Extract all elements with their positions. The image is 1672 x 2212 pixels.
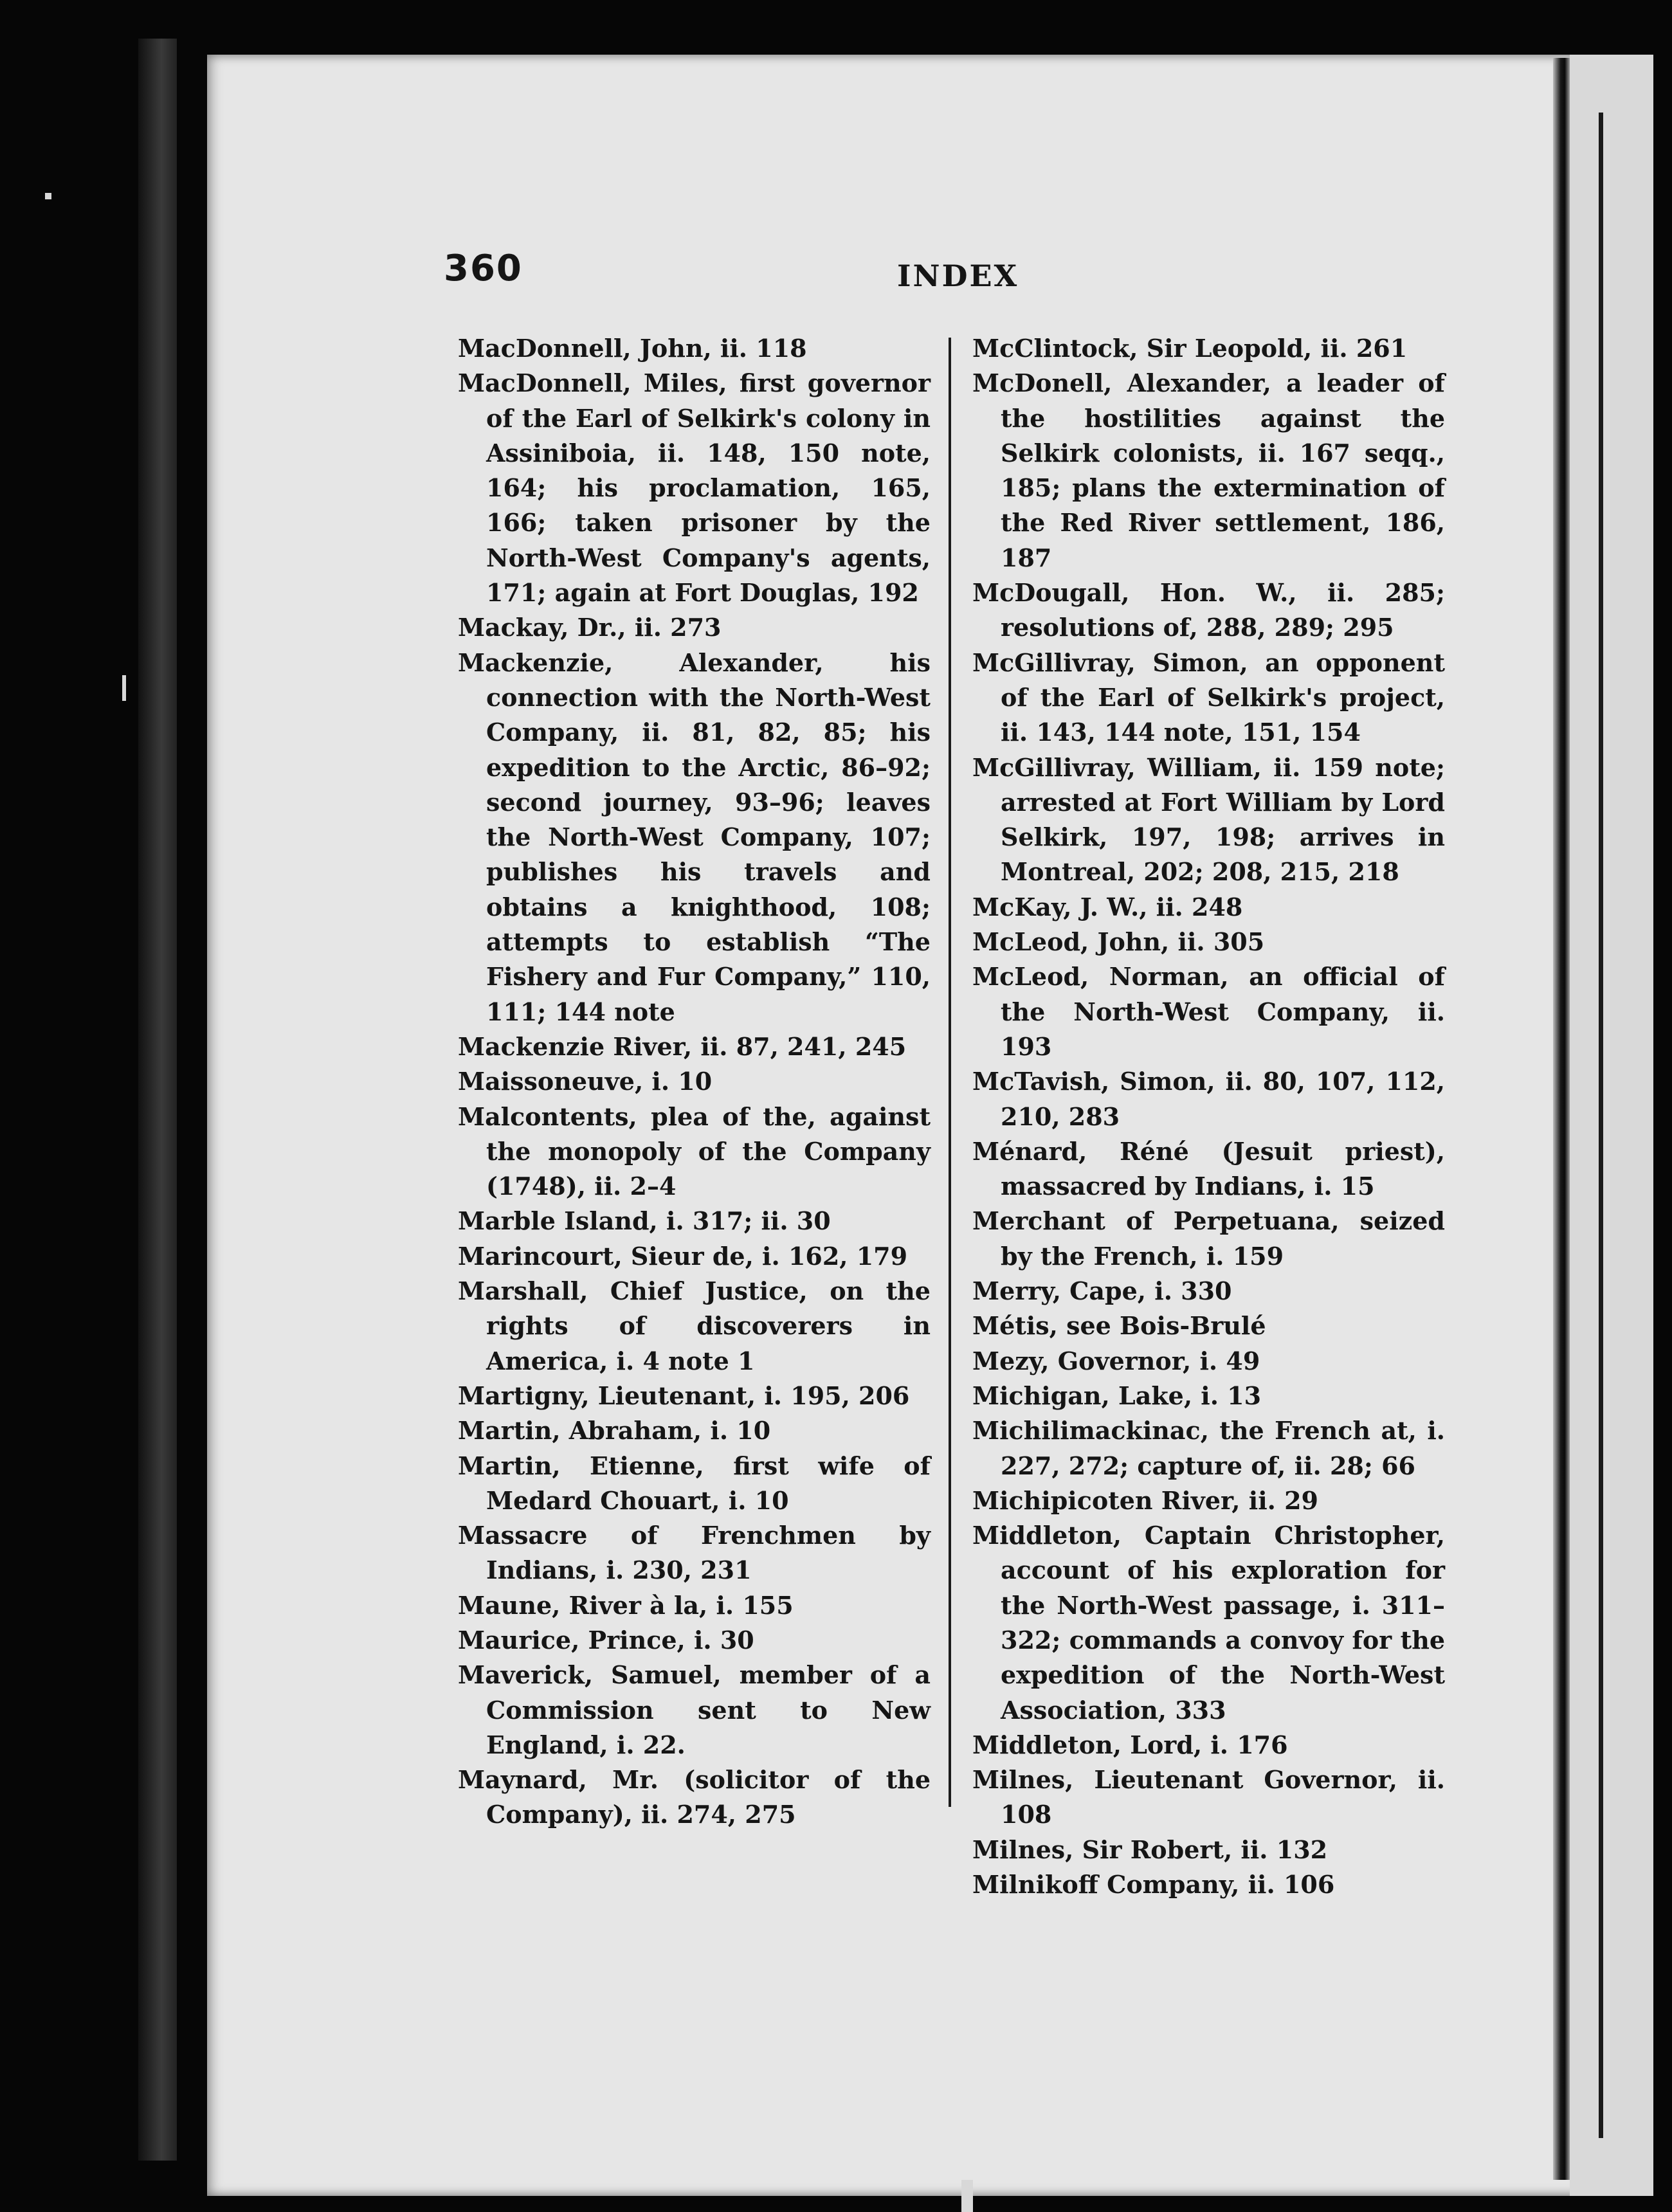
index-entry: Merry, Cape, i. 330 <box>972 1276 1232 1306</box>
index-entry: Milnes, Lieutenant Governor, ii. 108 <box>972 1765 1445 1829</box>
index-entry: Métis, see Bois-Brulé <box>972 1311 1266 1341</box>
scan-speck <box>122 675 126 701</box>
facing-page-rule <box>1599 113 1603 2138</box>
index-entry: McGillivray, Simon, an opponent of the Earl of Selkirk's project, ii. 143, 144 note, 151, 154 <box>972 648 1445 747</box>
index-entry: Mackenzie, Alexander, his connection with the North-West Company, ii. 81, 82, 85; his expedition to the Arctic, 86–92; second journey, 93–96; leaves the North-West Company, 107; publishes his travels and obtains a knighthood, 108; attempts to establish “The Fishery and Fur Company,” 110, 111; 144 note <box>458 648 931 1026</box>
index-entry: Middleton, Captain Christopher, account of his exploration for the North-West passage, i. 311–322; commands a convoy for the expedition of the North-West Association, 333 <box>972 1521 1445 1725</box>
index-entry: McDonell, Alexander, a leader of the hostilities against the Selkirk colonists, ii. 167 seqq., 185; plans the extermination of the Red River settlement, 186, 187 <box>972 368 1445 572</box>
index-entry: Milnikoff Company, ii. 106 <box>972 1870 1335 1899</box>
page-gutter <box>1553 58 1570 2180</box>
index-entry: Milnes, Sir Robert, ii. 132 <box>972 1835 1328 1864</box>
index-entry: Michigan, Lake, i. 13 <box>972 1381 1262 1410</box>
book-left-edge <box>138 39 177 2161</box>
index-entry: Martin, Etienne, first wife of Medard Chouart, i. 10 <box>458 1451 931 1515</box>
index-entry: Martin, Abraham, i. 10 <box>458 1416 771 1446</box>
index-entry: Marble Island, i. 317; ii. 30 <box>458 1206 831 1236</box>
index-entry: Marshall, Chief Justice, on the rights of discoverers in America, i. 4 note 1 <box>458 1276 931 1375</box>
index-entry: Marincourt, Sieur de, i. 162, 179 <box>458 1241 908 1271</box>
index-entry: Mackay, Dr., ii. 273 <box>458 613 722 642</box>
index-entry: Malcontents, plea of the, against the monopoly of the Company (1748), ii. 2–4 <box>458 1101 931 1201</box>
index-entry: Martigny, Lieutenant, i. 195, 206 <box>458 1381 910 1410</box>
index-entry: Merchant of Perpetuana, seized by the French, i. 159 <box>972 1206 1445 1271</box>
index-entry: Michipicoten River, ii. 29 <box>972 1485 1318 1515</box>
index-entry: Maurice, Prince, i. 30 <box>458 1625 754 1654</box>
scan-speck <box>961 2180 973 2212</box>
index-column-left <box>458 331 931 1833</box>
index-entry: Maissoneuve, i. 10 <box>458 1067 713 1096</box>
index-entry: Mackenzie River, ii. 87, 241, 245 <box>458 1031 907 1061</box>
index-entry: Michilimackinac, the French at, i. 227, 272; capture of, ii. 28; 66 <box>972 1416 1445 1480</box>
index-entry: Ménard, Réné (Jesuit priest), massacred by Indians, i. 15 <box>972 1136 1445 1201</box>
index-entry: Mezy, Governor, i. 49 <box>972 1346 1260 1375</box>
index-entry: McClintock, Sir Leopold, ii. 261 <box>972 334 1408 363</box>
index-entry: McTavish, Simon, ii. 80, 107, 112, 210, 283 <box>972 1067 1445 1131</box>
index-entry: McGillivray, William, ii. 159 note; arrested at Fort William by Lord Selkirk, 197, 198; arrives in Montreal, 202; 208, 215, 218 <box>972 752 1445 887</box>
index-entry: McLeod, Norman, an official of the North-West Company, ii. 193 <box>972 962 1445 1061</box>
column-divider <box>949 338 951 1807</box>
running-head: INDEX <box>897 258 1019 293</box>
index-entry: Middleton, Lord, i. 176 <box>972 1730 1288 1759</box>
index-column-right <box>972 331 1445 1902</box>
facing-page-edge <box>1570 55 1653 2196</box>
index-entry: MacDonnell, Miles, first governor of the Earl of Selkirk's colony in Assiniboia, ii. 148, 150 note, 164; his proclamation, 165, 166; taken prisoner by the North-West Company's agents, 171; again at Fort Douglas, 192 <box>458 368 931 608</box>
index-entry: McKay, J. W., ii. 248 <box>972 892 1243 921</box>
index-entry: Maverick, Samuel, member of a Commission sent to New England, i. 22. <box>458 1660 931 1759</box>
index-entry: Maynard, Mr. (solicitor of the Company), ii. 274, 275 <box>458 1765 931 1829</box>
scan-speck <box>45 193 51 199</box>
index-entry: MacDonnell, John, ii. 118 <box>458 334 807 363</box>
page-number: 360 <box>444 248 523 289</box>
index-entry: McLeod, John, ii. 305 <box>972 927 1265 957</box>
index-entry: Maune, River à la, i. 155 <box>458 1590 794 1620</box>
index-entry: McDougall, Hon. W., ii. 285; resolutions of, 288, 289; 295 <box>972 578 1445 642</box>
index-entry: Massacre of Frenchmen by Indians, i. 230, 231 <box>458 1521 931 1585</box>
